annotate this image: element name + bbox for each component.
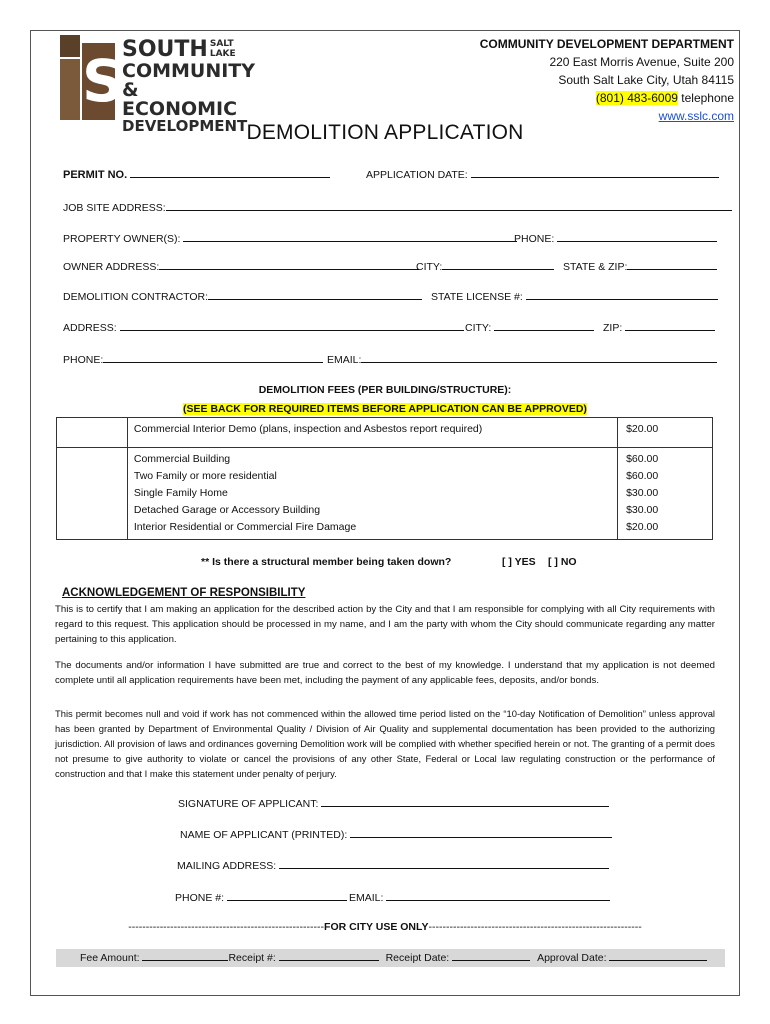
table-row [57, 418, 713, 448]
owner-city-field[interactable]: CITY: [416, 259, 554, 273]
applicant-name-field[interactable]: NAME OF APPLICANT (PRINTED): [180, 827, 612, 841]
department-name: COMMUNITY DEVELOPMENT DEPARTMENT [479, 37, 734, 51]
receipt-number-field[interactable]: Receipt #: [228, 952, 378, 964]
structural-member-question: ** Is there a structural member being taken down? [201, 556, 452, 568]
department-contact-block [480, 35, 734, 125]
demolition-contractor-field[interactable]: DEMOLITION CONTRACTOR: [63, 289, 422, 303]
receipt-date-field[interactable]: Receipt Date: [386, 952, 531, 964]
contractor-phone-field[interactable]: PHONE: [63, 352, 323, 366]
contractor-email-field[interactable]: EMAIL: [327, 352, 717, 366]
acknowledgement-title: ACKNOWLEDGEMENT OF RESPONSIBILITY [62, 587, 306, 599]
fee-description-list: Commercial Building Two Family or more residential Single Family Home Detached Garage or Accessory Building Interior Residential or Commercial Fire Damage [127, 448, 617, 540]
application-date-field[interactable]: APPLICATION DATE: [366, 167, 719, 181]
state-license-field[interactable]: STATE LICENSE #: [431, 289, 718, 303]
applicant-phone-field[interactable]: PHONE #: [175, 890, 347, 904]
telephone-number: (801) 483-6009 [595, 91, 678, 105]
fees-table [56, 417, 713, 540]
demolition-fees-heading: DEMOLITION FEES (PER BUILDING/STRUCTURE): [258, 384, 512, 396]
logo-mark-icon: S [60, 35, 115, 120]
fee-description: Commercial Interior Demo (plans, inspection and Asbestos report required) [127, 418, 617, 448]
approval-date-field[interactable]: Approval Date: [537, 952, 707, 964]
contractor-city-field[interactable]: CITY: [465, 320, 594, 334]
owner-address-field[interactable]: OWNER ADDRESS: [63, 259, 419, 273]
acknowledgement-paragraph-1: This is to certify that I am making an application for the described action by the City and that I am responsible for complying with all City requirements with regard to this request. This application should be processed in my name, and I am the party with whom the City should communicate regarding any matter pertaining to this application. [55, 604, 715, 645]
applicant-email-field[interactable]: EMAIL: [349, 890, 610, 904]
logo-wordmark: SOUTH SALT LAKE COMMUNITY & ECONOMIC DEVELOPMENT [122, 37, 256, 135]
acknowledgement-paragraph-2: The documents and/or information I have submitted are true and correct to the best of my knowledge. I understand that my application is not deemed complete until all application requirements have been met, including the payment of any applicable fees, deposits, and/or bonds. [55, 660, 715, 686]
fee-amount: $20.00 [618, 418, 713, 448]
city-use-divider: --------------------------------------------------------FOR CITY USE ONLY------------------------------------------------------------- [128, 921, 642, 933]
fee-amount-list: $60.00 $60.00 $30.00 $30.00 $20.00 [618, 448, 713, 540]
south-salt-lake-logo [60, 35, 256, 135]
signature-field[interactable]: SIGNATURE OF APPLICANT: [178, 796, 609, 810]
street-address: 220 East Morris Avenue, Suite 200 [549, 55, 734, 69]
city-use-fields-row [56, 949, 725, 967]
owner-state-zip-field[interactable]: STATE & ZIP: [563, 259, 717, 273]
contractor-address-field[interactable]: ADDRESS: [63, 320, 464, 334]
permit-number-field[interactable]: PERMIT NO. [63, 167, 330, 181]
document-title: DEMOLITION APPLICATION [246, 121, 524, 144]
owner-phone-field[interactable]: PHONE: [514, 231, 717, 245]
website-link[interactable]: www.sslc.com [658, 109, 734, 123]
table-row [57, 448, 713, 540]
property-owners-field[interactable]: PROPERTY OWNER(S): [63, 231, 517, 245]
mailing-address-field[interactable]: MAILING ADDRESS: [177, 858, 609, 872]
fee-checkbox-cell[interactable] [57, 418, 128, 448]
structural-yes-checkbox[interactable]: [ ] YES [502, 556, 536, 568]
fees-note: (SEE BACK FOR REQUIRED ITEMS BEFORE APPLICATION CAN BE APPROVED) [183, 403, 587, 415]
contractor-zip-field[interactable]: ZIP: [603, 320, 715, 334]
fee-checkbox-cell[interactable] [57, 448, 128, 540]
job-site-address-field[interactable]: JOB SITE ADDRESS: [63, 200, 732, 214]
phone-line: (801) 483-6009 telephone [595, 91, 734, 105]
acknowledgement-paragraph-3: This permit becomes null and void if work has not commenced within the allowed time period listed on the “10-day Notification of Demolition” unless approval has been granted by Department of Environmental Quality / Division of Air Quality and supplemental documentation has been provided to the authorizing jurisdiction. All provision of laws and ordinances governing Demolition work will be complied with whether specified herein or not. The granting of a permit does not presume to give authority to violate or cancel the provisions of any other State, Federal or Local law regulating construction or the performance of construction and that I make this statement under penalty of perjury. [55, 708, 715, 779]
fee-amount-field[interactable]: Fee Amount: [80, 952, 228, 964]
structural-no-checkbox[interactable]: [ ] NO [548, 556, 577, 568]
city-state-zip: South Salt Lake City, Utah 84115 [558, 73, 734, 87]
